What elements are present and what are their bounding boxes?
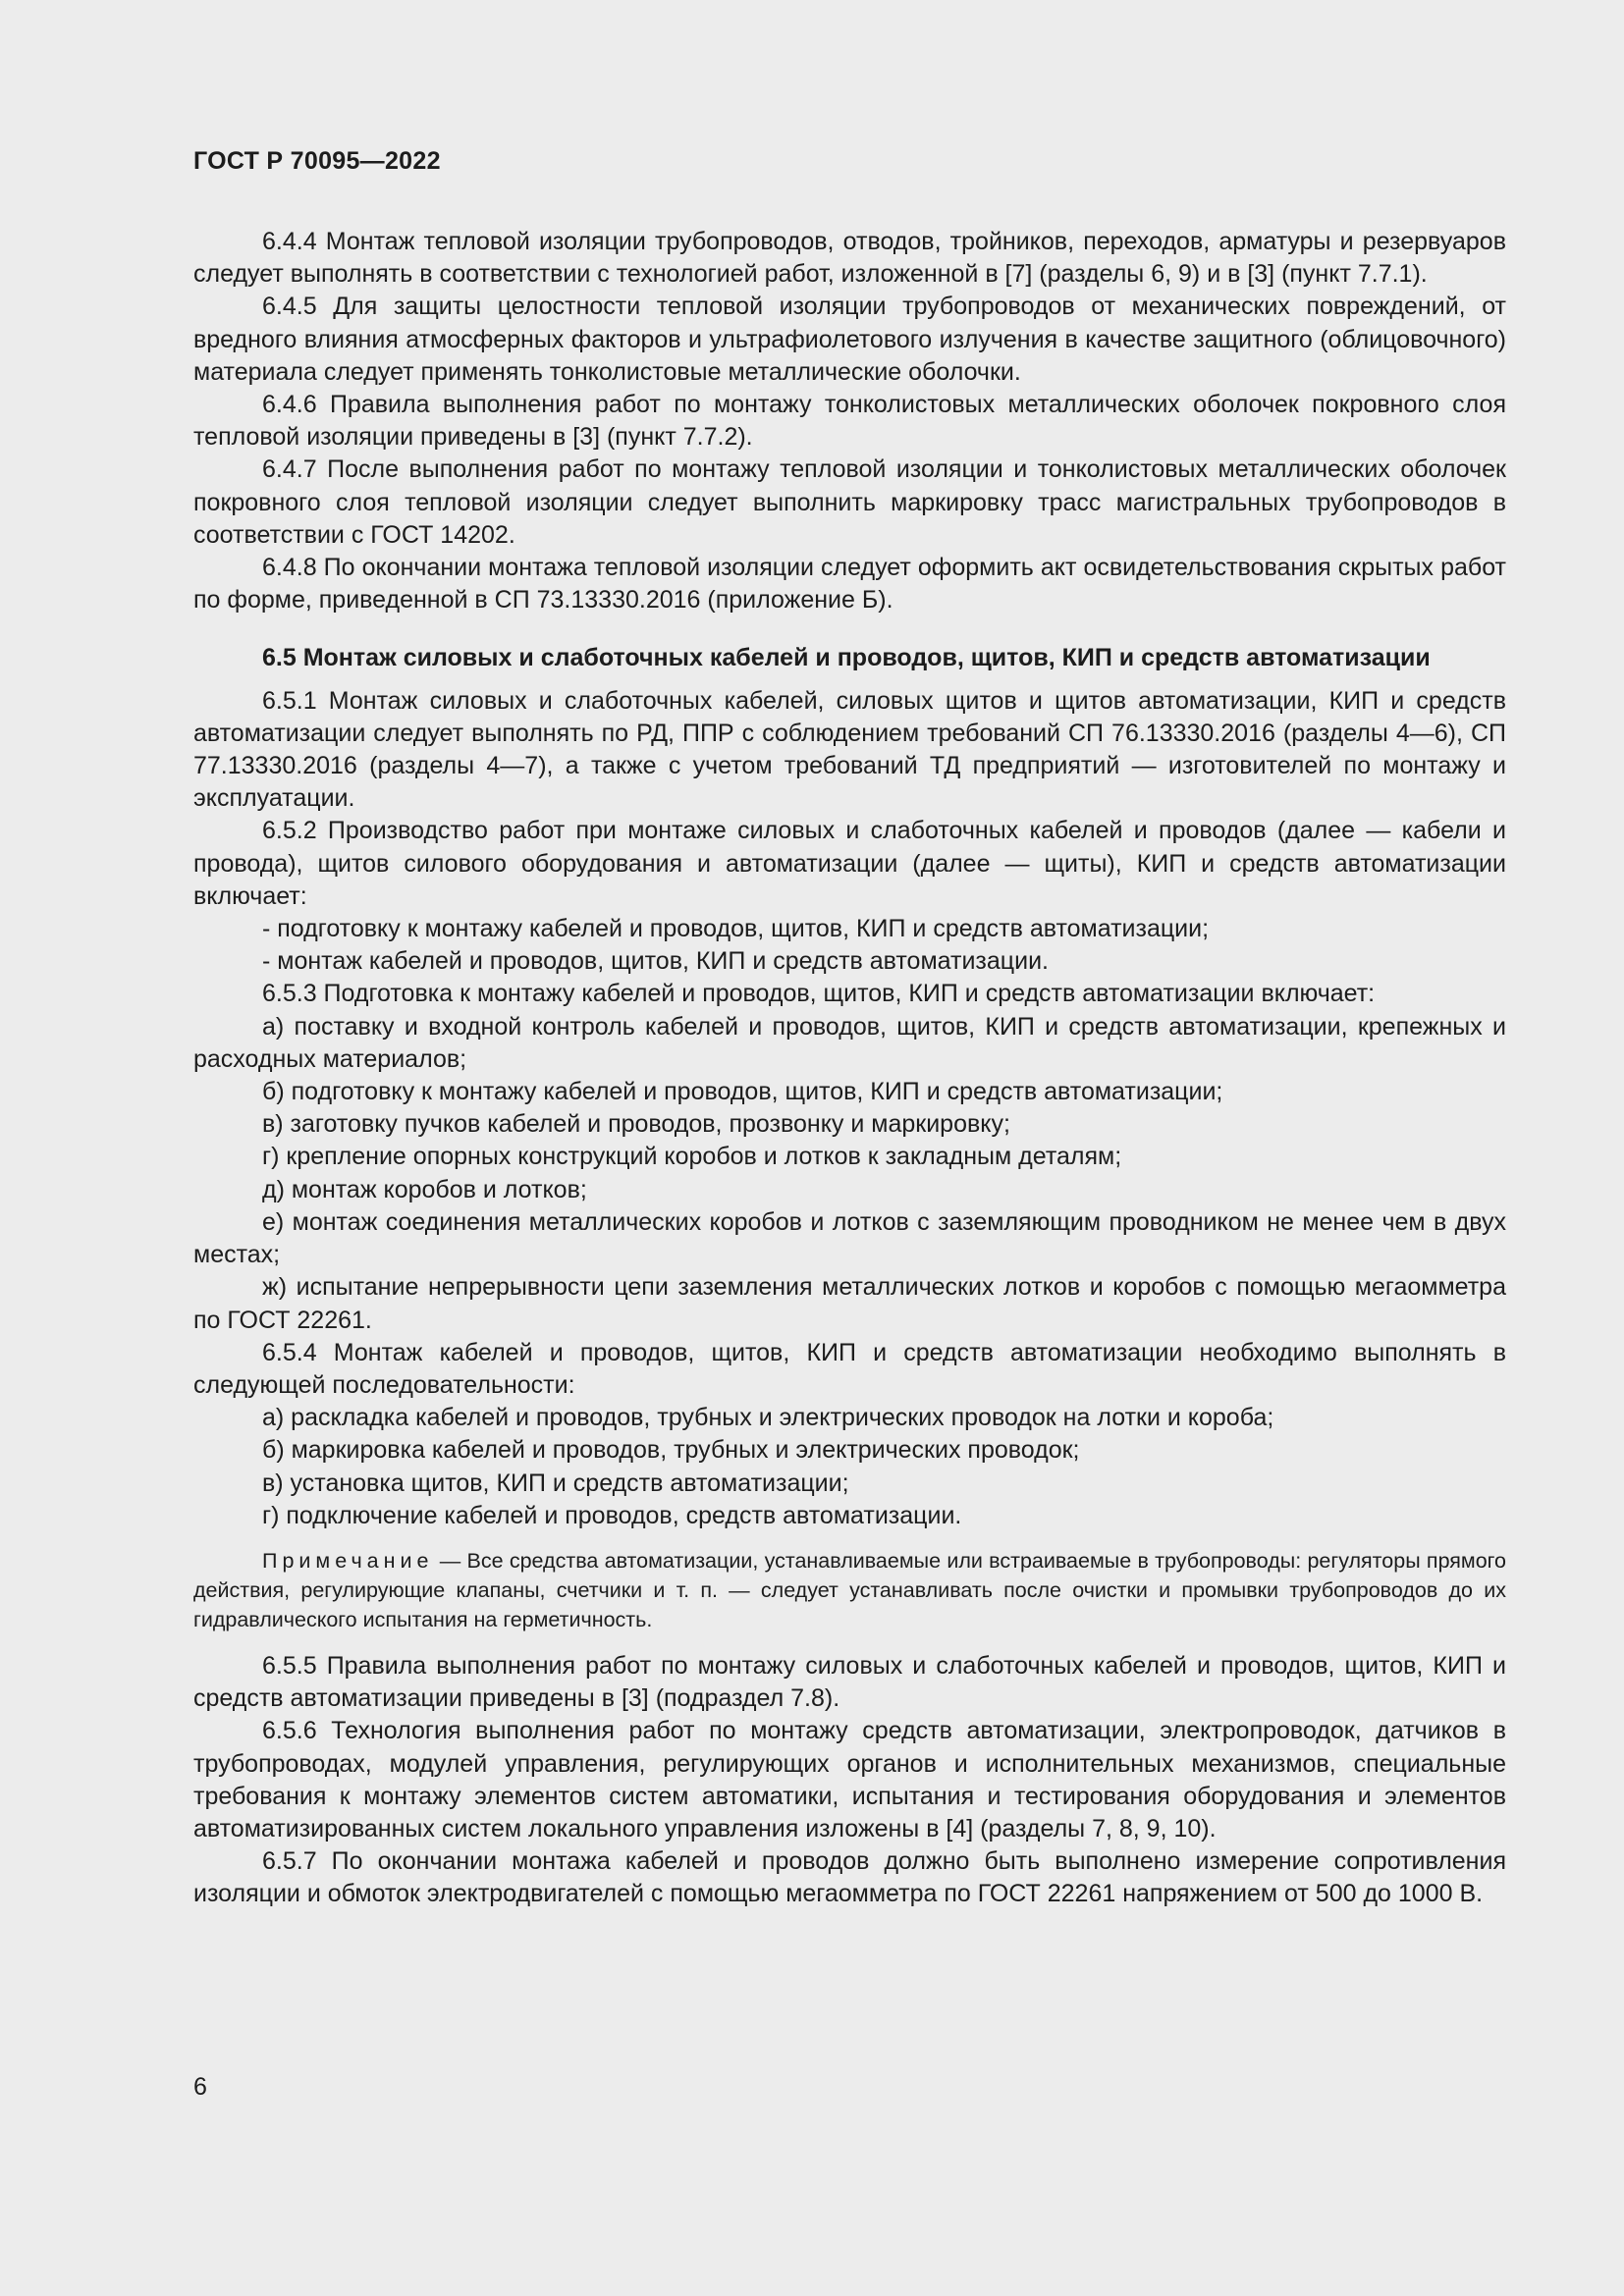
paragraph-6-5-6: 6.5.6 Технология выполнения работ по монтажу средств автоматизации, электропроводок, датчиков в трубопроводах, модулей управления, регулирующих органов и исполнительных механизмов, специальные требования к монтажу элементов систем автоматики, испытания и тестирования оборудования и элементов автоматизированных систем локального управления изложены в [4] (разделы 7, 8, 9, 10). [193,1717,1506,1842]
list-item: б) подготовку к монтажу кабелей и проводов, щитов, КИП и средств автоматизации; [262,1078,1223,1106]
note [193,1546,1506,1634]
list-item: б) маркировка кабелей и проводов, трубных и электрических проводок; [262,1436,1080,1465]
list-item: е) монтаж соединения металлических коробов и лотков с заземляющим проводником не менее чем в двух местах; [193,1207,1506,1269]
section-heading-6-5: 6.5 Монтаж силовых и слаботочных кабелей и проводов, щитов, КИП и средств автоматизации [262,644,1431,672]
page-number: 6 [193,2073,207,2101]
list-item: в) заготовку пучков кабелей и проводов, прозвонку и маркировку; [262,1110,1010,1139]
paragraph-6-4-4: 6.4.4 Монтаж тепловой изоляции трубопроводов, отводов, тройников, переходов, арматуры и резервуаров следует выполнять в соответствии с технологией работ, изложенной в [7] (разделы 6, 9) и в [3] (пункт 7.7.1). [193,228,1506,289]
paragraph-6-4-7: 6.4.7 После выполнения работ по монтажу тепловой изоляции и тонколистовых металлических оболочек покровного слоя тепловой изоляции следует выполнить маркировку трасс магистральных трубопроводов в соответствии с ГОСТ 14202. [193,455,1506,549]
list-item: в) установка щитов, КИП и средств автоматизации; [262,1468,849,1497]
list-item: г) крепление опорных конструкций коробов и лотков к закладным деталям; [262,1143,1122,1171]
paragraph-6-4-6: 6.4.6 Правила выполнения работ по монтажу тонколистовых металлических оболочек покровного слоя тепловой изоляции приведены в [3] (пункт 7.7.2). [193,391,1506,452]
list-item: - подготовку к монтажу кабелей и проводов, щитов, КИП и средств автоматизации; [262,915,1210,943]
list-item: г) подключение кабелей и проводов, средств автоматизации. [262,1501,962,1529]
paragraph-6-5-5: 6.5.5 Правила выполнения работ по монтажу силовых и слаботочных кабелей и проводов, щитов, КИП и средств автоматизации приведены в [3] (подраздел 7.8). [193,1651,1506,1713]
list-item: д) монтаж коробов и лотков; [262,1175,587,1203]
note-text: — Все средства автоматизации, устанавливаемые или встраиваемые в трубопроводы: регуляторы прямого действия, регулирующие клапаны, счетчики и т. п. — следует устанавливать после очистки и промывки трубопроводов до их гидравлического испытания на герметичность. [193,1548,1506,1631]
list-item: а) поставку и входной контроль кабелей и проводов, щитов, КИП и средств автоматизации, крепежных и расходных материалов; [193,1012,1506,1073]
page-content [193,226,1506,1911]
paragraph-6-5-3: 6.5.3 Подготовка к монтажу кабелей и проводов, щитов, КИП и средств автоматизации включает: [262,980,1376,1008]
document-header: ГОСТ Р 70095—2022 [193,147,441,175]
paragraph-6-5-1: 6.5.1 Монтаж силовых и слаботочных кабелей, силовых щитов и щитов автоматизации, КИП и средств автоматизации следует выполнять по РД, ППР с соблюдением требований СП 76.13330.2016 (разделы 4—6), СП 77.13330.2016 (разделы 4—7), а также с учетом требований ТД предприятий — изготовителей по монтажу и эксплуатации. [193,686,1506,813]
paragraph-6-4-8: 6.4.8 По окончании монтажа тепловой изоляции следует оформить акт освидетельствования скрытых работ по форме, приведенной в СП 73.13330.2016 (приложение Б). [193,554,1506,614]
list-item: - монтаж кабелей и проводов, щитов, КИП и средств автоматизации. [262,947,1049,976]
list-item: а) раскладка кабелей и проводов, трубных и электрических проводок на лотки и короба; [262,1404,1274,1432]
note-label: Примечание [262,1548,434,1573]
paragraph-6-5-4: 6.5.4 Монтаж кабелей и проводов, щитов, КИП и средств автоматизации необходимо выполнять в следующей последовательности: [193,1338,1506,1399]
paragraph-6-5-7: 6.5.7 По окончании монтажа кабелей и проводов должно быть выполнено измерение сопротивления изоляции и обмоток электродвигателей с помощью мегаомметра по ГОСТ 22261 напряжением от 500 до 1000 В. [193,1847,1506,1908]
list-item: ж) испытание непрерывности цепи заземления металлических лотков и коробов с помощью мегаомметра по ГОСТ 22261. [193,1273,1506,1334]
paragraph-6-5-2: 6.5.2 Производство работ при монтаже силовых и слаботочных кабелей и проводов (далее — кабели и провода), щитов силового оборудования и автоматизации (далее — щиты), КИП и средств автоматизации включает: [193,817,1506,910]
paragraph-6-4-5: 6.4.5 Для защиты целостности тепловой изоляции трубопроводов от механических повреждений, от вредного влияния атмосферных факторов и ультрафиолетового излучения в качестве защитного (облицовочного) материала следует применять тонколистовые металлические оболочки. [193,293,1506,386]
